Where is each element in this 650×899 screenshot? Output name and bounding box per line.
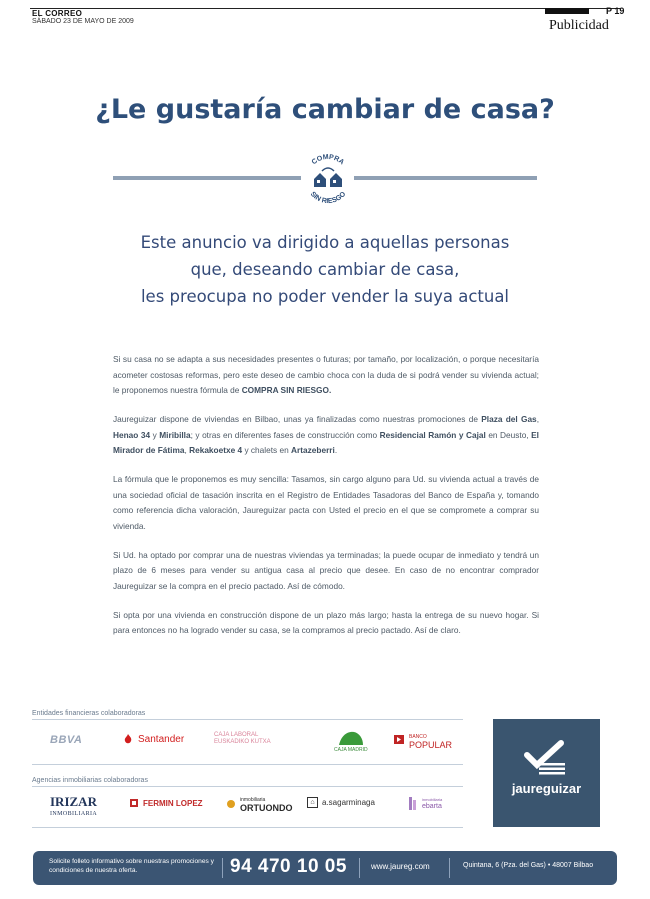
body-paragraph-1: Si su casa no se adapta a sus necesidades presentes o futuras; por tamaño, por localización, o porque necesitaría acometer costosas reformas, pero este deseo de cambio choca con la duda de si podrá vender su vivienda actual; le proponemos nuestra fórmula de COMPRA SIN RIESGO. — [113, 354, 539, 395]
banco-popular-logo: BANCO POPULAR — [393, 733, 452, 749]
flame-icon — [122, 733, 134, 745]
bbva-logo: BBVA — [50, 734, 83, 746]
logo-bottom-text: SIN RIESGO — [308, 190, 348, 206]
body-paragraph-5: Si opta por una vivienda en construcción dispone de un plazo más largo; hasta la entrega de su nuevo hogar. Si para entonces no ha logrado vender su casa, se la compramos al precio pactado. Así de claro. — [113, 609, 539, 635]
financial-collaborators-label: Entidades financieras colaboradoras — [32, 710, 146, 717]
ebarta-logo: inmobiliaria ebarta — [408, 795, 442, 811]
page-number-bar — [545, 8, 589, 14]
footer-website: www.jaureg.com — [371, 862, 430, 871]
subhead-line: les preocupa no poder vender la suya actual — [140, 287, 510, 306]
caja-laboral-logo: CAJA LABORAL EUSKADIKO KUTXA — [214, 732, 271, 745]
agencies-label: Agencias inmobiliarias colaboradoras — [32, 777, 148, 784]
subhead-line: Este anuncio va dirigido a aquellas personas — [140, 233, 510, 252]
footer-info: Solicite folleto informativo sobre nuestras promociones y condiciones de nuestra oferta. — [49, 858, 214, 874]
body-paragraph-3: La fórmula que le proponemos es muy sencilla: Tasamos, sin cargo alguno para Ud. su vivienda actual a través de una sociedad oficial de tasación inscrita en el Registro de Entidades Tasadoras del Banco de España y, tomando como referencia dicha valoración, Jaureguizar pacta con Usted el precio en el que se compromete a comprar su vivienda. — [113, 474, 539, 531]
footer-separator — [449, 858, 450, 878]
footer-address: Quintana, 6 (Pza. del Gas) • 48007 Bilbao — [463, 862, 594, 869]
section-title: Publicidad — [549, 18, 609, 33]
compra-sin-riesgo-logo — [298, 149, 358, 209]
fermin-lopez-logo: FERMIN LOPEZ — [129, 798, 203, 808]
body-paragraph-2: Jaureguizar dispone de viviendas en Bilbao, unas ya finalizadas como nuestras promociones de Plaza del Gas, Henao 34 y Miribilla; y otras en diferentes fases de construcción como Residencial Ramón y Cajal en Deusto, El Mirador de Fátima, Rekakoetxe 4 y chalets en Artazeberri. — [113, 414, 539, 455]
jaureguizar-brand-block — [493, 719, 600, 827]
flag-icon — [393, 734, 405, 748]
house-box-icon: ⌂ — [307, 797, 318, 808]
logo-top-text: COMPRA — [310, 153, 346, 167]
footer-separator — [359, 858, 360, 878]
sun-icon — [226, 799, 236, 809]
jaureguizar-brand-name: jaureguizar — [511, 781, 582, 796]
check-stack-logo — [523, 739, 569, 775]
caja-madrid-logo: CAJA MADRID — [334, 730, 368, 753]
footer-separator — [222, 858, 223, 878]
santander-logo: Santander — [122, 733, 184, 745]
houses-circle-icon — [314, 168, 342, 187]
subhead-line: que, deseando cambiar de casa, — [190, 260, 460, 279]
building-icon — [129, 798, 139, 808]
ad-subheading — [60, 229, 590, 310]
newspaper-name: EL CORREO — [32, 9, 83, 18]
page-number: P 19 — [606, 6, 625, 16]
body-paragraph-4: Si Ud. ha optado por comprar una de nuestras viviendas ya terminadas; la puede ocupar de inmediato y tendrá un plazo de 6 meses para vender su antigua casa al precio que desee. En caso de no encontrar comprador Jaureguizar se la compra en el precio pactado. Así de cómodo. — [113, 549, 539, 591]
bear-silhouette-icon — [338, 730, 364, 746]
ad-headline: ¿Le gustaría cambiar de casa? — [95, 94, 555, 125]
divider — [32, 827, 463, 828]
tower-icon — [408, 795, 418, 811]
divider — [32, 786, 463, 787]
divider-right — [354, 176, 537, 180]
header-rule — [30, 8, 620, 9]
ad-body — [113, 352, 539, 652]
divider — [32, 719, 463, 720]
ortuondo-logo: inmobiliaria ORTUONDO — [226, 796, 293, 812]
irizar-logo: IRIZAR INMOBILIARIA — [50, 794, 98, 817]
footer-phone: 94 470 10 05 — [230, 856, 347, 877]
newspaper-date: SÁBADO 23 DE MAYO DE 2009 — [32, 18, 134, 25]
divider — [32, 764, 463, 765]
divider-left — [113, 176, 301, 180]
sagarminaga-logo: ⌂ a.sagarminaga — [307, 797, 375, 808]
